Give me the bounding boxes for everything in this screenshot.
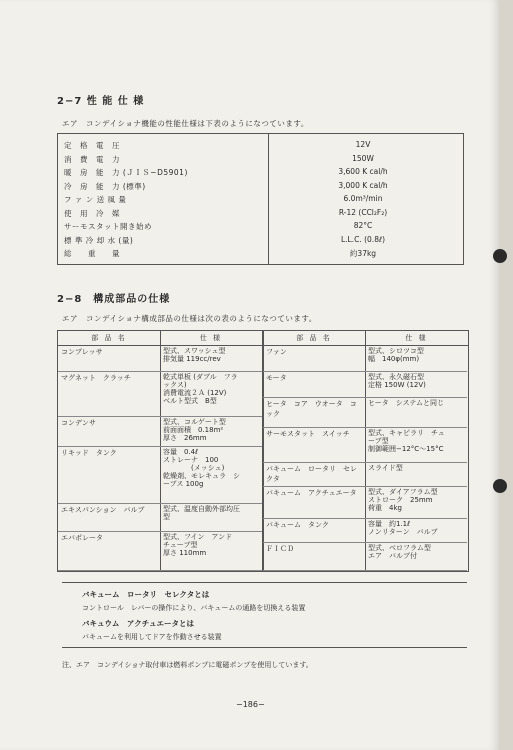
part-spec-line: 型式、永久磁石型 [368,373,424,381]
spec-row [58,140,463,154]
part-spec [365,345,467,372]
binder-hole [493,249,507,263]
spec-value: R-12 (CCl₂F₂) [338,207,388,217]
binder-hole [493,479,507,493]
part-spec-line: ーブス 100g [163,480,204,488]
part-spec [160,446,262,504]
part-spec-line: 型式、フイン アンド [163,533,233,541]
spec-label: 標 準 冷 却 水 (量) [64,235,134,245]
part-spec [365,462,467,487]
spec-row [58,208,463,222]
part-spec-line: 厚さ 26mm [163,434,207,442]
part-spec-line: ノンリターン バルブ [368,528,438,536]
spec-row [58,167,463,181]
spec-row [58,248,463,262]
column-header-part-name: 部 品 名 [263,331,365,346]
part-spec-line: 消費電流２Ａ (12V) [163,389,227,397]
part-spec-line: 乾燥剤、モレキュラ シ [163,472,240,480]
section-2-8-title: 2−8 構成部品の仕様 [57,294,171,305]
note-description: バキュームを利用してドアを作動させる装置 [82,633,222,641]
part-spec [365,486,467,519]
part-spec [160,345,262,372]
part-spec-line: 荷重 4kg [368,504,402,512]
part-spec-line: ストローク 25mm [368,496,433,504]
spec-label: フ ァ ン 送 風 量 [64,195,127,204]
part-spec-line: 型式、ダイアフラム型 [368,488,438,496]
spec-value: 3,600 K cal/h [338,167,388,176]
column-header-part-name: 部 品 名 [58,331,160,346]
spec-row [58,154,463,168]
part-name: バキューム タンク [263,518,365,543]
definition-notes-box [62,582,467,648]
part-name: エバポレータ [58,531,160,571]
part-name: モータ [263,371,365,398]
part-spec-line: 型式、ベロフラム型 [368,544,431,552]
part-spec [160,416,262,447]
parts-spec-table [57,330,469,572]
part-spec-line: 型式、キャピラリ チュ [368,429,445,437]
section-2-7-title: 2−7 性 能 仕 様 [57,96,145,107]
spec-value: 12V [355,140,371,149]
part-name: マグネット クラッチ [58,371,160,417]
part-spec-line: 前面面積 0.18m² [163,426,224,434]
part-spec-line: ストレーナ 100 [163,456,219,464]
part-spec [365,371,467,398]
binding-edge [500,0,513,750]
part-spec-line: ベルト型式 B型 [163,397,217,405]
page-number: −186− [236,700,265,709]
note-term: バキューム ロータリ セレクタとは [82,590,210,599]
part-spec [160,371,262,417]
section-2-7-intro: エア コンデイショナ機能の性能仕様は下表のようになつています。 [62,119,309,128]
performance-spec-table [57,133,464,265]
column-header-spec: 仕 様 [365,331,468,346]
part-spec-line: チューブ型 [163,541,198,549]
part-spec [365,397,467,428]
part-spec-line: 型式、シロツコ型 [368,347,424,355]
spec-row [58,194,463,208]
part-name: ヒータ コア ウオータ コック [263,397,365,428]
spec-value: 150W [352,153,374,163]
part-spec-line: 厚さ 110mm [163,549,207,557]
note-description: コントロール レバーの操作により、バキュームの通路を切換える装置 [82,604,306,612]
spec-row [58,235,463,249]
part-spec-line: 容量 約1.1ℓ [368,520,411,528]
spec-label: 総 重 量 [64,249,120,258]
part-spec-line: 定格 150W (12V) [368,381,426,389]
part-spec [365,542,467,571]
part-spec-line: 型 [163,513,170,521]
part-spec-line: エア バルブ付 [368,552,417,560]
part-spec-line: ックス) [163,381,187,389]
part-spec-line: 容量 0.4ℓ [163,448,199,456]
part-name: バキューム アクチュエータ [263,486,365,519]
part-spec-line: 乾式単板 (ダブル フラ [163,373,238,381]
spec-value: L.L.C. (0.8ℓ) [340,234,385,244]
part-spec-line: 幅 140φ(mm) [368,355,420,363]
part-spec [365,518,467,543]
spec-row [58,221,463,235]
part-name: エキスパンション バルブ [58,503,160,532]
part-spec-line: 制御範囲−12°C〜15°C [368,445,444,453]
spec-row [58,181,463,195]
note-term: バキュウム アクチュエータとは [82,619,194,628]
part-name: サーモスタット スイッチ [263,427,365,463]
spec-value: 約37kg [349,249,377,258]
part-name: コンプレッサ [58,345,160,372]
part-name: ＦＩＣＤ [263,542,365,571]
part-spec-line: ヒータ システムと同じ [368,399,445,407]
spec-label: 冷 房 能 力 (標準) [64,181,146,191]
spec-label: 定 格 電 圧 [64,141,120,150]
section-2-8-intro: エア コンデイショナ構成部品の仕様は次の表のようになつています。 [62,314,317,323]
part-spec [160,503,262,532]
spec-value: 3,000 K cal/h [338,180,388,190]
spec-label: 消 費 電 力 [64,154,120,164]
part-name: ファン [263,345,365,372]
part-spec-line: 型式、スワッシュ型 [163,347,226,355]
footnote: 注、エア コンデイショナ取付車は燃料ポンプに電磁ポンプを使用しています。 [62,661,313,669]
part-name: コンデンサ [58,416,160,447]
part-spec-line: 排気量 119cc/rev [163,355,221,363]
column-header-spec: 仕 様 [160,331,262,346]
spec-label: 使 用 冷 媒 [64,208,120,218]
part-name: バキューム ロータリ セレクタ [263,462,365,487]
part-name: リキッド タンク [58,446,160,504]
part-spec-line: スライド型 [368,464,403,472]
part-spec [160,531,262,571]
part-spec-line: 型式、温度自動外部均圧 [163,505,240,513]
spec-label: サーモスタット開き始め [64,222,152,231]
part-spec-line: 型式、コルゲート型 [163,418,226,426]
part-spec-line: (メッシュ) [163,464,225,472]
spec-value: 6.0m³/min [343,194,383,203]
part-spec [365,427,467,463]
part-spec-line: ーブ型 [368,437,389,445]
spec-value: 82°C [353,221,373,230]
spec-label: 暖 房 能 力 (ＪＩＳ−D5901) [64,168,188,177]
